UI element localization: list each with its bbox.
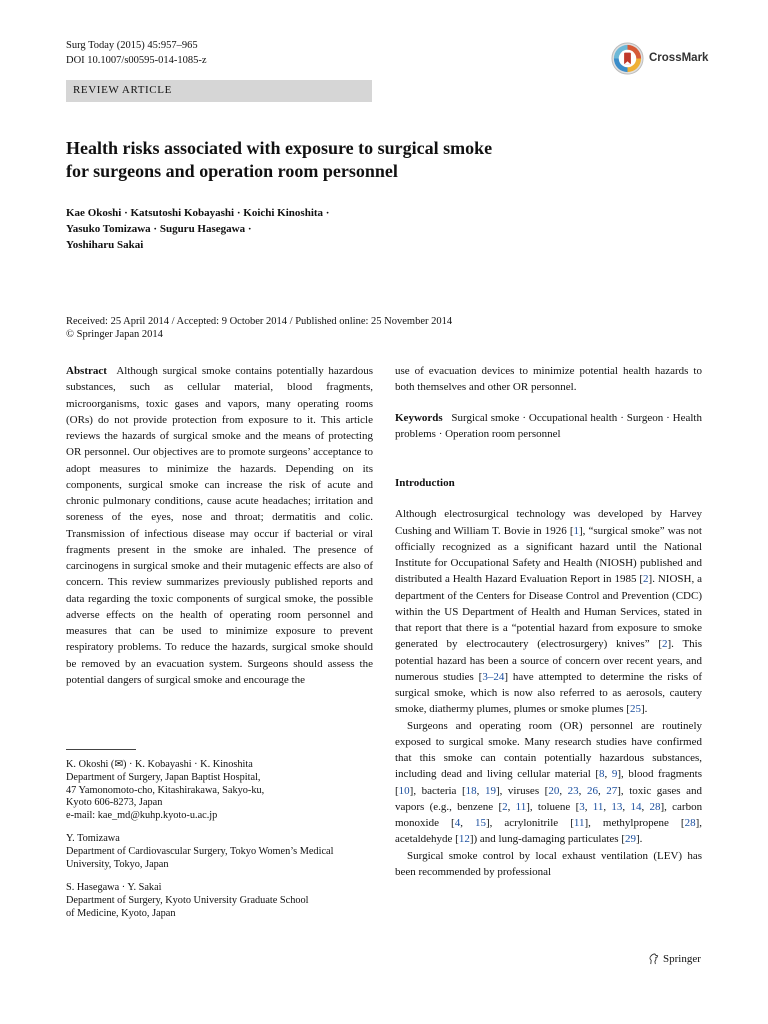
publisher-name: Springer [663, 953, 701, 965]
crossmark-label: CrossMark [649, 52, 709, 64]
citation-link[interactable]: 28 [649, 800, 661, 813]
authors-line-1: Kae Okoshi · Katsutoshi Kobayashi · Koichi Kinoshita · [66, 207, 330, 219]
affiliation-1-line-3: 47 Yamonomoto-cho, Kitashirakawa, Sakyo-ku, [66, 784, 265, 796]
article-type: REVIEW ARTICLE [73, 84, 172, 96]
crossmark-icon [611, 42, 644, 75]
citation-link[interactable]: 9 [611, 768, 618, 781]
citation-link[interactable]: 15 [474, 817, 486, 829]
affiliation-1-line-1: K. Okoshi (✉) · K. Kobayashi · K. Kinoshita [66, 759, 253, 770]
affiliation-2 [66, 833, 376, 871]
separator: , [622, 800, 631, 813]
citation-link[interactable]: 2 [502, 800, 508, 813]
separator: , [460, 817, 475, 829]
text-run: ]) and lung-damaging particulates [ [469, 833, 625, 846]
text-run: ], methylpropene [ [584, 817, 685, 829]
footnote-rule [66, 749, 136, 750]
corresponding-email[interactable]: e-mail: kae_md@kuhp.kyoto-u.ac.jp [66, 810, 218, 822]
intro-paragraph-2 [395, 718, 702, 848]
crossmark-badge[interactable] [611, 40, 716, 76]
text-run: ], acrylonitrile [ [485, 817, 574, 829]
separator: , [578, 784, 587, 797]
affiliation-1 [66, 759, 376, 823]
separator: , [584, 800, 593, 813]
affiliation-1-line-2: Department of Surgery, Japan Baptist Hospital, [66, 771, 261, 783]
text-run: ]. [640, 703, 648, 716]
citation-link[interactable]: 19 [484, 784, 496, 797]
text-run: ], carbon monoxide [ [395, 800, 703, 829]
citation-link[interactable]: 10 [398, 784, 410, 797]
affiliation-3-line-2: Department of Surgery, Kyoto University Graduate School [66, 895, 309, 907]
abstract-continuation: use of evacuation devices to minimize potential health hazards to both themselves and other OR personnel. [395, 365, 702, 394]
text-run: ] have attempted to determine the risks of surgical smoke, which is now also referred to as aerosols, cautery smoke, diathermy plumes, plumes or smoke plumes [ [395, 670, 702, 716]
citation-link[interactable]: 29 [625, 833, 636, 846]
authors-line-3: Yoshiharu Sakai [66, 239, 144, 251]
separator: , [603, 800, 612, 813]
text-run: ], bacteria [ [409, 784, 466, 797]
title-line-1: Health risks associated with exposure to surgical smoke [66, 138, 493, 158]
citation-link[interactable]: 11 [592, 800, 604, 813]
citation-link[interactable]: 1 [573, 524, 579, 537]
citation-link[interactable]: 12 [458, 833, 470, 846]
affiliation-2-line-3: University, Tokyo, Japan [66, 859, 169, 871]
keywords [395, 410, 702, 443]
right-column [395, 363, 702, 880]
citation-link[interactable]: 26 [586, 784, 598, 797]
publisher-footer [648, 953, 701, 965]
citation-link[interactable]: 27 [606, 784, 618, 797]
text-run: Although electrosurgical technology was developed by Harvey Cushing and William T. Bovie in 1926 [ [395, 508, 702, 537]
text-run: ], acetaldehyde [ [395, 817, 702, 846]
citation-link[interactable]: 25 [629, 703, 641, 716]
citation-link[interactable]: 11 [573, 817, 585, 829]
text-run: ], toxic gases and vapors (e.g., benzene [ [395, 784, 703, 813]
affiliation-2-line-2: Department of Cardiovascular Surgery, Tokyo Women’s Medical [66, 846, 334, 858]
text-run: ], toluene [ [526, 800, 580, 813]
keywords-heading: Keywords [395, 411, 443, 424]
affiliation-2-line-1: Y. Tomizawa [66, 833, 120, 845]
citation-link[interactable]: 11 [515, 800, 527, 813]
text-run: Surgeons and operating room (OR) personnel are routinely exposed to surgical smoke. Many research studies have confirmed that this smoke can contain potentially hazardous substances, including dead and living cellular material [ [395, 719, 702, 781]
authors-line-2: Yasuko Tomizawa · Suguru Hasegawa · [66, 223, 252, 235]
separator: , [559, 784, 568, 797]
citation-link[interactable]: 18 [465, 784, 477, 797]
citation-link[interactable]: 8 [599, 768, 605, 781]
author-list [66, 205, 426, 253]
text-run: ]. NIOSH, a department of the Centers for Disease Control and Prevention (CDC) within the US Department of Health and Human Services, stated in that report that there is a “potential hazard from exposure to smoke generated by electrocautery (electrosurgery) knives” [ [395, 573, 702, 651]
journal-citation: Surg Today (2015) 45:957–965 [66, 40, 198, 51]
separator: , [604, 768, 612, 781]
abstract [66, 363, 373, 688]
citation-link[interactable]: 28 [684, 817, 696, 829]
left-column [66, 363, 373, 688]
abstract-text: Although surgical smoke contains potentially hazardous substances, such as cellular material, blood fragments, microorganisms, toxic gases and vapors, many operating rooms (ORs) do not provide protection from exposure to it. This article reviews the hazards of surgical smoke and the means of protecting OR personnel. Our objectives are to promote surgeons’ acceptance to adopt measures to minimize the hazards. Depending on its components, surgical smoke can increase the risk of acute and chronic pulmonary conditions, cause acute headaches; irritation and soreness of the eyes, nose and throat; dermatitis and colic. Transmission of infectious disease may occur if bacterial or viral fragments present in the smoke are inhaled. The presence of carcinogens in surgical smoke and their mutagenic effects are also of concern. This review summarizes previously published reports and data regarding the toxic components of surgical smoke, the possible adverse effects on the health of operating room personnel and measures that can be used to minimize exposure to prevent respiratory problems. To reduce the hazards, surgical smoke should be removed by an evacuation system. Surgeons should assess the potential dangers of surgical smoke and encourage the [66, 365, 373, 686]
separator: , [597, 784, 607, 797]
text-run: ]. [636, 833, 643, 846]
intro-paragraph-3: Surgical smoke control by local exhaust ventilation (LEV) has been recommended by professional [395, 849, 702, 878]
introduction-heading: Introduction [395, 477, 455, 489]
citation-link[interactable]: 3–24 [482, 670, 505, 683]
publication-history [66, 315, 586, 341]
separator: , [507, 800, 516, 813]
copyright-line: © Springer Japan 2014 [66, 329, 163, 340]
affiliation-3-line-3: of Medicine, Kyoto, Japan [66, 907, 176, 919]
article-title [66, 137, 606, 183]
doi[interactable]: DOI 10.1007/s00595-014-1085-z [66, 55, 207, 66]
article-type-band [66, 80, 372, 102]
citation-link[interactable]: 2 [662, 638, 668, 651]
text-run: ], viruses [ [495, 784, 549, 797]
affiliation-3 [66, 882, 376, 920]
citation-link[interactable]: 3 [579, 800, 585, 813]
citation-link[interactable]: 13 [611, 800, 623, 813]
dates-line: Received: 25 April 2014 / Accepted: 9 October 2014 / Published online: 25 November 2014 [66, 316, 453, 327]
separator: , [641, 800, 650, 813]
title-line-2: for surgeons and operation room personnel [66, 161, 398, 181]
text-run: ], blood fragments [ [395, 768, 703, 797]
citation-link[interactable]: 2 [643, 573, 649, 586]
citation-link[interactable]: 14 [630, 800, 642, 813]
separator: , [476, 784, 485, 797]
affiliations [66, 759, 376, 931]
text-run: ], “surgical smoke” was not officially recognized as a significant hazard until the National Institute for Occupational Safety and Health (NIOSH) published and distributed a Health Hazard Evaluation Report in 1985 [ [395, 524, 702, 586]
keywords-text: Surgical smoke · Occupational health · Surgeon · Health problems · Operation room personnel [395, 411, 702, 440]
abstract-heading: Abstract [66, 365, 107, 377]
affiliation-3-line-1: S. Hasegawa · Y. Sakai [66, 882, 162, 894]
text-run: ]. This potential hazard has been a source of concern over recent years, and numerous studies [ [395, 638, 702, 683]
intro-paragraph-1 [395, 506, 702, 717]
citation-link[interactable]: 20 [548, 784, 560, 797]
affiliation-1-line-4: Kyoto 606-8273, Japan [66, 797, 163, 809]
journal-metadata [66, 38, 207, 68]
citation-link[interactable]: 23 [567, 784, 579, 797]
springer-horse-icon [648, 953, 659, 965]
citation-link[interactable]: 4 [454, 817, 461, 829]
